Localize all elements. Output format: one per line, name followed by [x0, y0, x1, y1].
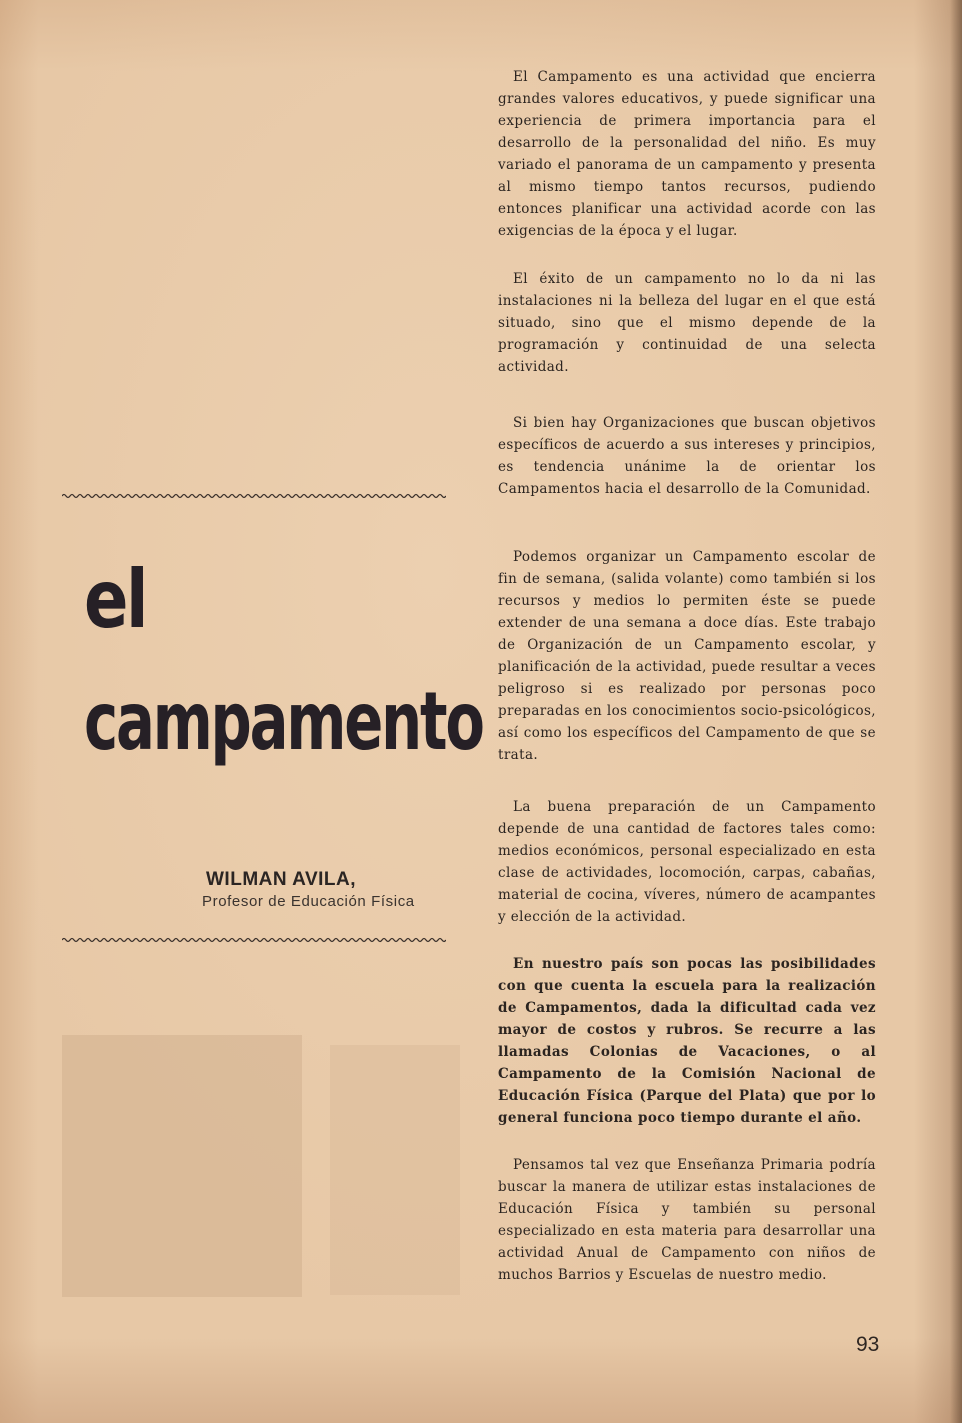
author-name: WILMAN AVILA,: [206, 869, 357, 890]
faded-image-placeholder: [62, 1035, 302, 1297]
article-paragraph: La buena preparación de un Campamento depende de una cantidad de factores tales como: medios económicos, personal especializado en esta clase de actividades, locomoción, carpas, cabañas, material de cocina, víveres, número de acampantes y elección de la actividad.: [498, 799, 876, 925]
article-paragraph: Si bien hay Organizaciones que buscan objetivos específicos de acuerdo a sus intereses y principios, es tendencia unánime la de orientar los Campamentos hacia el desarrollo de la Comunidad.: [498, 415, 876, 497]
wavy-divider-top: [62, 492, 446, 500]
article-paragraph: En nuestro país son pocas las posibilidades con que cuenta la escuela para la realización de Campamentos, dada la dificultad cada vez mayor de costos y rubros. Se recurre a las llamadas Colonias de Vacaciones, o al Campamento de la Comisión Nacional de Educación Física (Parque del Plata) que por lo general funciona poco tiempo durante el año.: [498, 956, 876, 1126]
faded-image-placeholder-secondary: [330, 1045, 460, 1295]
title-line-1: el: [84, 553, 147, 646]
title-line-2: campamento: [84, 675, 483, 768]
article-paragraph: El éxito de un campamento no lo da ni las instalaciones ni la belleza del lugar en el que está situado, sino que el mismo depende de la programación y continuidad de una selecta actividad.: [498, 271, 876, 375]
page-edge-shadow: [950, 0, 962, 1423]
author-role: Profesor de Educación Física: [202, 893, 415, 910]
article-paragraph: Podemos organizar un Campamento escolar de fin de semana, (salida volante) como también si los recursos y medios lo permiten éste se puede extender de una semana a doce días. Este trabajo de Organización de un Campamento escolar, y planificación de la actividad, puede resultar a veces peligroso si es realizado por personas poco preparadas en los conocimientos socio-psicológicos, así como los específicos del Campamento de que se trata.: [498, 549, 876, 763]
article-paragraph: Pensamos tal vez que Enseñanza Primaria podría buscar la manera de utilizar estas instalaciones de Educación Física y también su personal especializado en esta materia para desarrollar una actividad Anual de Campamento con niños de muchos Barrios y Escuelas de nuestro medio.: [498, 1157, 876, 1283]
page-number: 93: [856, 1333, 880, 1356]
wavy-divider-bottom: [62, 936, 446, 944]
article-paragraph: El Campamento es una actividad que encierra grandes valores educativos, y puede significar una experiencia de primera importancia para el desarrollo de la personalidad del niño. Es muy variado el panorama de un campamento y presenta al mismo tiempo tantos recursos, pudiendo entonces planificar una actividad acorde con las exigencias de la época y el lugar.: [498, 69, 876, 239]
